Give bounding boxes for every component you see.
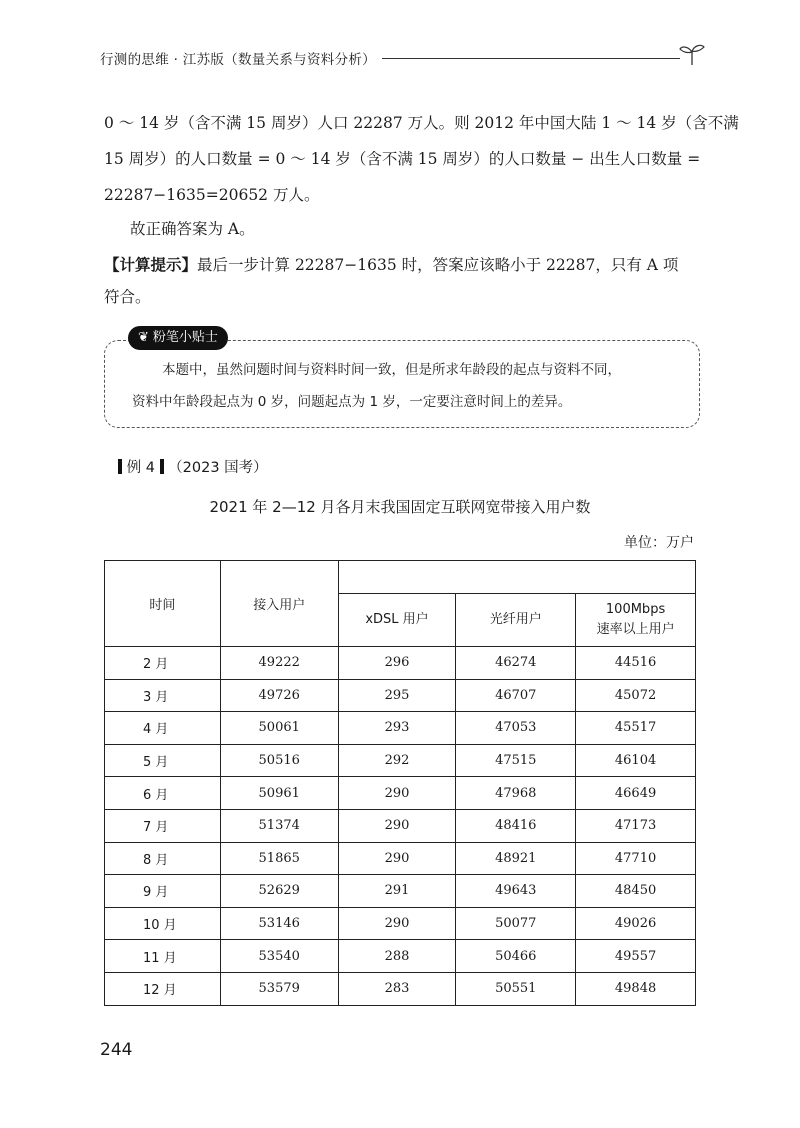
cell-access: 49222 [220, 647, 338, 680]
cell-access: 53146 [220, 907, 338, 940]
cell-access: 53579 [220, 972, 338, 1005]
hint-text: 最后一步计算 22287−1635 时，答案应该略小于 22287，只有 A 项 [197, 256, 679, 274]
cell-fiber: 49643 [456, 875, 576, 908]
header-rule [382, 58, 680, 59]
cell-speed: 47710 [576, 842, 696, 875]
header-fiber: 光纤用户 [456, 594, 576, 647]
header-speed-line2: 速率以上用户 [596, 622, 675, 637]
header-group [338, 561, 695, 594]
cell-access: 52629 [220, 875, 338, 908]
data-table [104, 560, 696, 1006]
paragraph-line: 0 ～ 14 岁（含不满 15 周岁）人口 22287 万人。则 2012 年中国大陆 1 ～ 14 岁（含不满 [104, 114, 739, 132]
running-header [100, 44, 712, 74]
cell-month: 8 月 [105, 842, 221, 875]
header-xdsl: xDSL 用户 [338, 594, 456, 647]
cell-fiber: 50466 [456, 940, 576, 973]
cell-xdsl: 290 [338, 907, 456, 940]
cell-month: 6 月 [105, 777, 221, 810]
cell-speed: 46649 [576, 777, 696, 810]
cell-speed: 45072 [576, 679, 696, 712]
cell-fiber: 47515 [456, 744, 576, 777]
bar-mark [160, 459, 164, 474]
example-source: （2023 国考） [168, 460, 268, 476]
paragraph-line: 15 周岁）的人口数量 = 0 ～ 14 岁（含不满 15 周岁）的人口数量 − 出生人口数量 = [104, 150, 701, 168]
cell-xdsl: 288 [338, 940, 456, 973]
cell-xdsl: 295 [338, 679, 456, 712]
cell-xdsl: 283 [338, 972, 456, 1005]
table-unit: 单位：万户 [624, 535, 694, 551]
cell-speed: 49848 [576, 972, 696, 1005]
cell-xdsl: 293 [338, 712, 456, 745]
cell-speed: 48450 [576, 875, 696, 908]
cell-xdsl: 296 [338, 647, 456, 680]
cell-speed: 45517 [576, 712, 696, 745]
table-row [105, 842, 696, 875]
cell-speed: 44516 [576, 647, 696, 680]
cell-month: 5 月 [105, 744, 221, 777]
hint-label: 【计算提示】 [104, 256, 198, 274]
cell-month: 9 月 [105, 875, 221, 908]
cell-fiber: 47968 [456, 777, 576, 810]
cell-access: 49726 [220, 679, 338, 712]
table-row [105, 712, 696, 745]
cell-speed: 47173 [576, 809, 696, 842]
cell-month: 4 月 [105, 712, 221, 745]
table-row [105, 940, 696, 973]
example-number: 例 4 [126, 460, 155, 476]
tip-label-badge [128, 326, 228, 350]
example-heading [118, 456, 268, 477]
cell-fiber: 48921 [456, 842, 576, 875]
header-time: 时间 [105, 561, 221, 647]
table-row [105, 875, 696, 908]
table-row [105, 907, 696, 940]
cell-fiber: 46274 [456, 647, 576, 680]
cell-month: 10 月 [105, 907, 221, 940]
paragraph-line: 22287−1635=20652 万人。 [104, 186, 320, 204]
cell-access: 50961 [220, 777, 338, 810]
cell-access: 51374 [220, 809, 338, 842]
cell-fiber: 50077 [456, 907, 576, 940]
cell-fiber: 50551 [456, 972, 576, 1005]
page-number: 244 [100, 1040, 133, 1060]
cell-month: 11 月 [105, 940, 221, 973]
leaf-icon: ❦ [138, 330, 149, 345]
cell-fiber: 46707 [456, 679, 576, 712]
cell-fiber: 47053 [456, 712, 576, 745]
hint-line [104, 248, 704, 282]
tip-label: 粉笔小贴士 [152, 330, 218, 345]
cell-speed: 49026 [576, 907, 696, 940]
cell-access: 50516 [220, 744, 338, 777]
sprout-icon [678, 42, 706, 66]
table-body [105, 647, 696, 1006]
header-speed [576, 594, 696, 647]
cell-month: 2 月 [105, 647, 221, 680]
table-title: 2021 年 2—12 月各月末我国固定互联网宽带接入用户数 [209, 498, 591, 516]
cell-access: 51865 [220, 842, 338, 875]
table-row [105, 777, 696, 810]
cell-speed: 49557 [576, 940, 696, 973]
table-row [105, 744, 696, 777]
tip-text-line: 本题中，虽然问题时间与资料时间一致，但是所求年龄段的起点与资料不同， [162, 362, 621, 378]
cell-xdsl: 291 [338, 875, 456, 908]
cell-xdsl: 290 [338, 777, 456, 810]
hint-line-2: 符合。 [104, 288, 151, 306]
cell-speed: 46104 [576, 744, 696, 777]
cell-access: 53540 [220, 940, 338, 973]
cell-xdsl: 290 [338, 842, 456, 875]
table-row [105, 679, 696, 712]
table-row [105, 647, 696, 680]
cell-fiber: 48416 [456, 809, 576, 842]
cell-month: 3 月 [105, 679, 221, 712]
tip-text-line: 资料中年龄段起点为 0 岁，问题起点为 1 岁，一定要注意时间上的差异。 [132, 394, 572, 410]
cell-xdsl: 292 [338, 744, 456, 777]
table-row [105, 809, 696, 842]
answer-line: 故正确答案为 A。 [130, 220, 255, 238]
table-row [105, 972, 696, 1005]
cell-month: 7 月 [105, 809, 221, 842]
header-access: 接入用户 [220, 561, 338, 647]
header-speed-line1: 100Mbps [605, 602, 666, 617]
cell-access: 50061 [220, 712, 338, 745]
bar-mark [118, 459, 122, 474]
cell-xdsl: 290 [338, 809, 456, 842]
header-title: 行测的思维 · 江苏版（数量关系与资料分析） [100, 52, 376, 68]
cell-month: 12 月 [105, 972, 221, 1005]
